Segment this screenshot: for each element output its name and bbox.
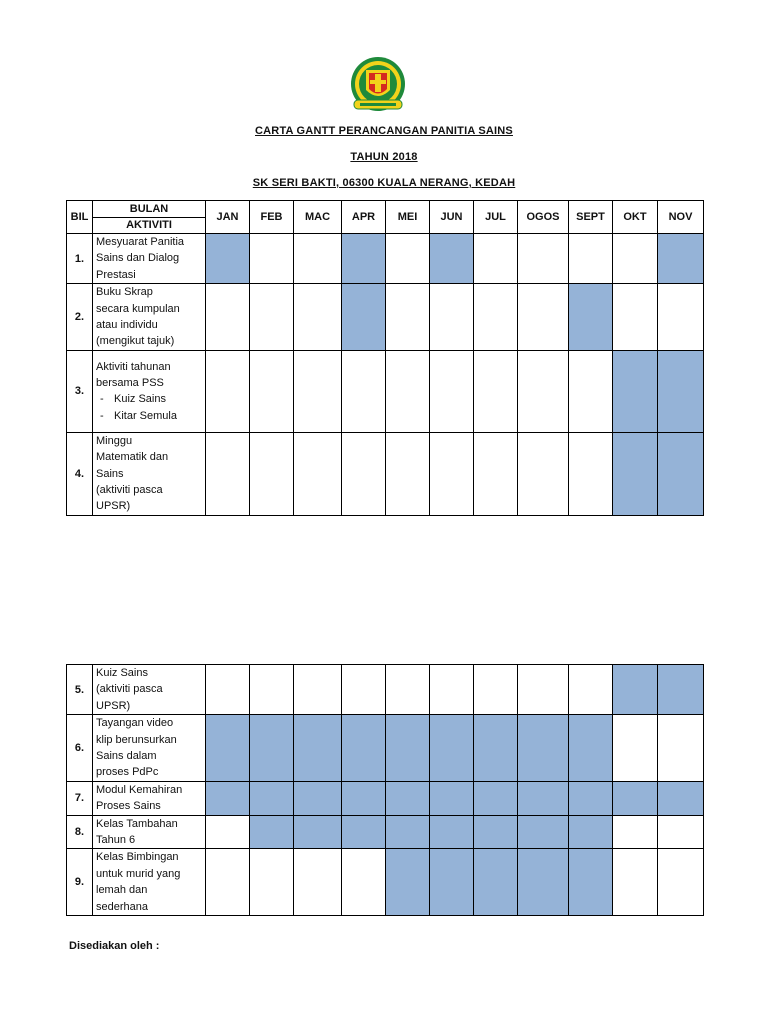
month-header: MEI xyxy=(386,201,430,234)
activity-text: lemah dan xyxy=(96,884,148,897)
activity-text: untuk murid yang xyxy=(96,867,181,880)
month-cell xyxy=(474,665,518,715)
month-cell xyxy=(430,432,474,515)
month-cell xyxy=(342,234,386,284)
month-cell xyxy=(430,234,474,284)
month-cell xyxy=(518,849,569,916)
activity-text: Prestasi xyxy=(96,268,136,281)
month-header: MAC xyxy=(294,201,342,234)
month-cell xyxy=(474,350,518,432)
month-cell xyxy=(294,284,342,351)
month-cell xyxy=(342,350,386,432)
month-cell xyxy=(430,815,474,849)
activity-text: bersama PSS xyxy=(96,376,164,389)
month-cell xyxy=(613,432,658,515)
month-cell xyxy=(386,815,430,849)
month-cell xyxy=(430,665,474,715)
activity-text: UPSR) xyxy=(96,500,131,513)
month-cell xyxy=(250,715,294,782)
month-cell xyxy=(474,815,518,849)
month-cell xyxy=(206,234,250,284)
activity-text: Sains dan Dialog xyxy=(96,252,180,265)
row-number: 9. xyxy=(67,849,93,916)
month-cell xyxy=(342,665,386,715)
month-cell xyxy=(658,234,704,284)
bulan-label: BULAN xyxy=(93,202,205,218)
activity-text: klip berunsurkan xyxy=(96,733,177,746)
row-number: 8. xyxy=(67,815,93,849)
month-cell xyxy=(474,234,518,284)
month-cell xyxy=(569,849,613,916)
row-number: 5. xyxy=(67,665,93,715)
month-cell xyxy=(250,432,294,515)
month-cell xyxy=(474,849,518,916)
month-header: JAN xyxy=(206,201,250,234)
month-cell xyxy=(294,815,342,849)
month-header: FEB xyxy=(250,201,294,234)
month-cell xyxy=(294,665,342,715)
month-cell xyxy=(294,781,342,815)
activity-text: Sains dalam xyxy=(96,750,157,763)
month-cell xyxy=(342,432,386,515)
month-cell xyxy=(250,849,294,916)
month-header: OGOS xyxy=(518,201,569,234)
activity-text: (aktiviti pasca xyxy=(96,484,163,497)
month-cell xyxy=(386,350,430,432)
month-cell xyxy=(386,234,430,284)
activity-text: Kelas Tambahan xyxy=(96,817,178,830)
month-cell xyxy=(613,665,658,715)
month-cell xyxy=(569,715,613,782)
activity-text: Modul Kemahiran xyxy=(96,783,183,796)
month-cell xyxy=(294,849,342,916)
activity-text: Mesyuarat Panitia xyxy=(96,236,185,248)
activity-text: Aktiviti tahunan xyxy=(96,360,171,373)
activity-text: (mengikut tajuk) xyxy=(96,335,175,348)
activity-cell xyxy=(93,284,206,351)
month-cell xyxy=(250,234,294,284)
activity-text: Proses Sains xyxy=(96,800,161,813)
month-cell xyxy=(658,715,704,782)
month-cell xyxy=(569,815,613,849)
month-cell xyxy=(206,284,250,351)
activity-text: (aktiviti pasca xyxy=(96,683,163,696)
activity-row xyxy=(67,849,704,916)
table-header-row xyxy=(67,201,704,234)
month-cell xyxy=(518,432,569,515)
month-cell xyxy=(430,350,474,432)
month-cell xyxy=(430,849,474,916)
activity-text: sederhana xyxy=(96,900,148,913)
month-cell xyxy=(613,234,658,284)
month-cell xyxy=(386,849,430,916)
activity-cell xyxy=(93,815,206,849)
activity-bullet: - Kitar Semula xyxy=(96,408,202,424)
gantt-table-part1 xyxy=(66,200,704,516)
activity-cell xyxy=(93,781,206,815)
month-cell xyxy=(250,815,294,849)
month-cell xyxy=(658,815,704,849)
activity-text: Tayangan video xyxy=(96,717,174,730)
activity-text: UPSR) xyxy=(96,699,131,712)
year-heading: TAHUN 2018 xyxy=(350,151,418,163)
month-cell xyxy=(430,715,474,782)
activity-cell xyxy=(93,665,206,715)
month-cell xyxy=(474,284,518,351)
month-cell xyxy=(613,849,658,916)
activity-cell xyxy=(93,715,206,782)
month-header: APR xyxy=(342,201,386,234)
activity-text: Tahun 6 xyxy=(96,834,136,847)
activity-row xyxy=(67,815,704,849)
month-cell xyxy=(430,781,474,815)
month-header: NOV xyxy=(658,201,704,234)
month-cell xyxy=(518,284,569,351)
activity-row xyxy=(67,715,704,782)
month-cell xyxy=(250,284,294,351)
bulan-aktiviti-header xyxy=(93,201,206,234)
activity-text: secara kumpulan xyxy=(96,302,180,315)
activity-cell xyxy=(93,849,206,916)
month-cell xyxy=(658,781,704,815)
activity-cell xyxy=(93,350,206,432)
month-cell xyxy=(518,234,569,284)
month-cell xyxy=(518,815,569,849)
activity-text: Minggu xyxy=(96,434,133,447)
activity-cell xyxy=(93,432,206,515)
month-cell xyxy=(294,350,342,432)
activity-text: proses PdPc xyxy=(96,766,159,779)
month-cell xyxy=(569,284,613,351)
prepared-by-label: Disediakan oleh : xyxy=(69,940,160,952)
activity-text: Sains xyxy=(96,467,124,480)
row-number: 1. xyxy=(67,234,93,284)
month-cell xyxy=(658,284,704,351)
month-cell xyxy=(206,350,250,432)
month-cell xyxy=(613,350,658,432)
page-title: CARTA GANTT PERANCANGAN PANITIA SAINS xyxy=(255,125,513,137)
row-number: 2. xyxy=(67,284,93,351)
month-header: OKT xyxy=(613,201,658,234)
school-logo-icon xyxy=(348,56,408,116)
month-cell xyxy=(518,715,569,782)
month-header: SEPT xyxy=(569,201,613,234)
month-cell xyxy=(613,815,658,849)
month-cell xyxy=(294,715,342,782)
month-cell xyxy=(474,715,518,782)
month-cell xyxy=(386,284,430,351)
month-cell xyxy=(342,284,386,351)
activity-cell xyxy=(93,234,206,284)
month-header: JUL xyxy=(474,201,518,234)
month-cell xyxy=(658,849,704,916)
month-cell xyxy=(206,715,250,782)
month-cell xyxy=(613,284,658,351)
row-number: 3. xyxy=(67,350,93,432)
month-cell xyxy=(518,781,569,815)
month-cell xyxy=(206,849,250,916)
month-cell xyxy=(658,432,704,515)
activity-row xyxy=(67,350,704,432)
row-number: 4. xyxy=(67,432,93,515)
month-cell xyxy=(206,432,250,515)
month-cell xyxy=(386,715,430,782)
month-cell xyxy=(569,432,613,515)
month-cell xyxy=(613,715,658,782)
month-cell xyxy=(518,350,569,432)
month-cell xyxy=(569,350,613,432)
activity-row xyxy=(67,781,704,815)
activity-text: Buku Skrap xyxy=(96,286,153,299)
month-cell xyxy=(386,665,430,715)
activity-bullet-list xyxy=(96,391,202,424)
activity-row xyxy=(67,432,704,515)
row-number: 7. xyxy=(67,781,93,815)
month-cell xyxy=(430,284,474,351)
row-number: 6. xyxy=(67,715,93,782)
month-cell xyxy=(569,234,613,284)
month-cell xyxy=(294,234,342,284)
month-cell xyxy=(518,665,569,715)
activity-text: atau individu xyxy=(96,319,158,332)
activity-row xyxy=(67,284,704,351)
month-cell xyxy=(386,781,430,815)
activity-row xyxy=(67,665,704,715)
month-cell xyxy=(342,781,386,815)
month-cell xyxy=(206,781,250,815)
month-cell xyxy=(250,781,294,815)
month-cell xyxy=(206,665,250,715)
month-cell xyxy=(474,781,518,815)
aktiviti-label: AKTIVITI xyxy=(126,218,172,231)
school-heading: SK SERI BAKTI, 06300 KUALA NERANG, KEDAH xyxy=(252,177,516,189)
month-header: JUN xyxy=(430,201,474,234)
month-cell xyxy=(342,849,386,916)
month-cell xyxy=(613,781,658,815)
month-cell xyxy=(206,815,250,849)
month-cell xyxy=(658,350,704,432)
month-cell xyxy=(569,781,613,815)
gantt-table-part2 xyxy=(66,664,704,916)
month-cell xyxy=(250,350,294,432)
month-cell xyxy=(658,665,704,715)
activity-text: Kelas Bimbingan xyxy=(96,851,179,864)
month-cell xyxy=(386,432,430,515)
month-cell xyxy=(294,432,342,515)
month-cell xyxy=(342,815,386,849)
activity-text: Matematik dan xyxy=(96,451,169,464)
bil-header: BIL xyxy=(67,201,93,234)
activity-bullet: - Kuiz Sains xyxy=(96,391,202,407)
month-cell xyxy=(569,665,613,715)
month-cell xyxy=(342,715,386,782)
activity-text: Kuiz Sains xyxy=(96,667,148,679)
activity-row xyxy=(67,234,704,284)
month-cell xyxy=(250,665,294,715)
month-cell xyxy=(474,432,518,515)
